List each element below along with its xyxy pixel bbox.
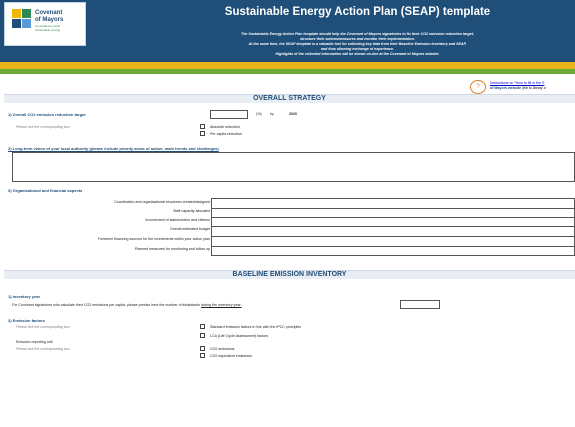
library-label: (file to library o bbox=[521, 86, 546, 90]
ipcc-checkbox[interactable] bbox=[200, 324, 205, 329]
baseline-inventory-bar bbox=[4, 270, 575, 279]
q2-emission-factors-label: 2) Emission factors bbox=[8, 318, 45, 323]
org-aspects-table bbox=[211, 198, 575, 256]
row-label-monitoring: Planned measures for monitoring and follow up bbox=[134, 247, 210, 251]
logo-text-1: Covenant bbox=[35, 10, 63, 16]
q3-org-label: 3) Organisational and financial aspects bbox=[8, 188, 83, 193]
co2-equivalent-label: CO2 equivalent emissions bbox=[210, 354, 252, 358]
lca-checkbox[interactable] bbox=[200, 333, 205, 338]
q2-hint: Please tick the corresponding box bbox=[16, 325, 70, 329]
help-icon[interactable]: ? bbox=[470, 80, 486, 94]
row-label-coordination: Coordination and organisational structures created/assigned bbox=[114, 200, 210, 204]
intro-line-1: The Sustainable Energy Action Plan template should help the Covenant of Mayors signatories to fix their CO2 emission reduction target, bbox=[241, 32, 474, 36]
instructions-link-line2[interactable] bbox=[490, 86, 546, 90]
section-title-strategy: OVERALL STRATEGY bbox=[253, 95, 326, 102]
intro-line-3: At the same time, the SEAP template is a valuable tool for collecting key data from their Baseline Emission Inventory and SEAP, bbox=[248, 42, 467, 46]
row-label-staff: Staff capacity allocated bbox=[173, 209, 210, 213]
intro-line-2: structure their actions/measures and monitor their implementation. bbox=[300, 37, 415, 41]
co2-emissions-label: CO2 emissions bbox=[210, 347, 235, 351]
logo-text-3: Committed to local bbox=[35, 24, 60, 28]
q2-vision-label: 2) Long-term vision of your local authority (please include priority areas of action, main trends and challenges) bbox=[8, 146, 219, 151]
percent-unit: (%) bbox=[256, 112, 262, 116]
logo-mark-icon bbox=[11, 7, 33, 33]
by-label: by bbox=[270, 112, 274, 116]
row-divider bbox=[212, 246, 574, 247]
reporting-unit-label: Emission reporting unit bbox=[16, 340, 53, 344]
co2-emissions-checkbox[interactable] bbox=[200, 346, 205, 351]
absolute-reduction-label: Absolute reduction bbox=[210, 125, 240, 129]
co2-equivalent-checkbox[interactable] bbox=[200, 353, 205, 358]
row-label-financing: Foreseen financing sources for the investments within your action plan bbox=[97, 237, 210, 241]
overall-strategy-bar bbox=[4, 94, 575, 103]
row-divider bbox=[212, 208, 574, 209]
row-label-stakeholders: Involvement of stakeholders and citizens bbox=[145, 218, 210, 222]
q1-hint: Please tick the corresponding box bbox=[16, 125, 70, 129]
page-title: Sustainable Energy Action Plan (SEAP) template bbox=[224, 6, 491, 18]
per-capita-label: Per capita reduction bbox=[210, 132, 242, 136]
per-capita-checkbox[interactable] bbox=[200, 131, 205, 136]
section-title-inventory: BASELINE EMISSION INVENTORY bbox=[232, 271, 347, 278]
reporting-unit-hint: Please tick the corresponding box bbox=[16, 347, 70, 351]
green-stripe bbox=[0, 69, 575, 74]
q1-inventory-year-label: 1) Inventory year bbox=[8, 294, 41, 299]
intro-line-5: Highlights of the collected information will be shown on-line at the Covenant of Mayors website. bbox=[275, 52, 440, 56]
row-divider bbox=[212, 236, 574, 237]
lca-label: LCA (Life Cycle Assessment) factors bbox=[210, 334, 269, 338]
absolute-reduction-checkbox[interactable] bbox=[200, 124, 205, 129]
logo-text-4: sustainable energy bbox=[35, 28, 61, 32]
target-percent-input[interactable] bbox=[210, 110, 248, 119]
inhabitants-text-a: For Covenant signatories who calculate their CO2 emissions per capita, please precise here the number of inhabitants bbox=[12, 303, 201, 307]
ipcc-label: Standard emission factors in line with the IPCC principles bbox=[210, 325, 302, 329]
intro-line-4: and thus allowing exchange of experience. bbox=[320, 47, 395, 51]
instructions-link[interactable]: Instructions on "How to fill in the S bbox=[490, 81, 545, 85]
row-divider bbox=[212, 226, 574, 227]
yellow-stripe bbox=[0, 62, 575, 69]
inhabitants-text-b: during the inventory year: bbox=[200, 303, 242, 307]
inhabitants-text bbox=[12, 303, 242, 307]
covenant-logo bbox=[4, 2, 86, 46]
target-year: 2020 bbox=[289, 112, 297, 116]
logo-text-2: of Mayors bbox=[35, 17, 64, 23]
vision-textarea[interactable] bbox=[12, 152, 575, 182]
com-website-label: of Mayors website bbox=[490, 86, 522, 90]
row-divider bbox=[212, 217, 574, 218]
row-label-budget: Overall estimated budget bbox=[170, 227, 210, 231]
q1-target-label: 1) Overall CO2 emission reduction target bbox=[8, 112, 86, 117]
inhabitants-input[interactable] bbox=[400, 300, 440, 309]
